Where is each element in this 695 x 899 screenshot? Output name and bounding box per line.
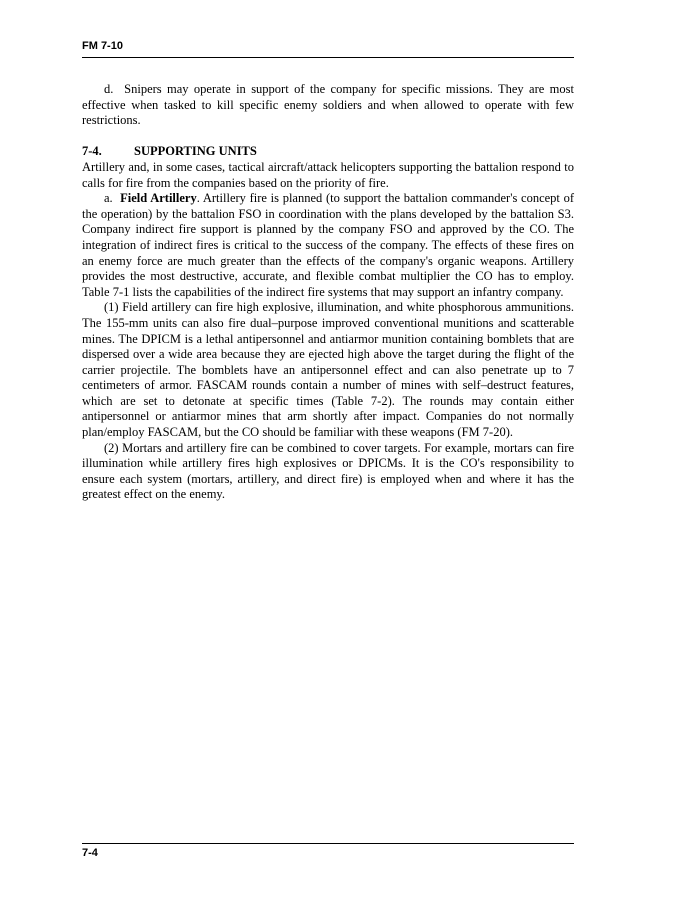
- paragraph-a: [82, 191, 574, 300]
- paragraph-2: (2) Mortars and artillery fire can be combined to cover targets. For example, mortars can fire illumination while artillery fires high explosives or DPICMs. It is the CO's responsibility to ensure each system (mortars, artillery, and direct fire) is employed when and where it has the greatest effect on the enemy.: [82, 440, 574, 502]
- paragraph-d: [82, 82, 574, 129]
- section-heading: [82, 144, 574, 160]
- paragraph-d-text: Snipers may operate in support of the company for specific missions. They are most effective when tasked to kill specific enemy soldiers and when allowed to operate with few restrictions.: [82, 82, 574, 128]
- header-rule: [82, 57, 574, 58]
- paragraph-1: (1) Field artillery can fire high explosive, illumination, and white phosphorous ammunitions. The 155-mm units can also fire dual–purpose improved conventional munitions and scatterable mines. The DPICM is a lethal antipersonnel and antiarmor munition containing bomblets that are dispersed over a wide area because they are ejected high above the target during the flight of the carrier projectile. The bomblets have an antipersonnel effect and can also penetrate up to 7 centimeters of armor. FASCAM rounds contain a number of mines with self–destruct features, which are set to detonate at specific times (Table 7-2). The rounds may contain either antipersonnel or antiarmor mines that arm shortly after impact. Companies do not normally plan/employ FASCAM, but the CO should be familiar with these weapons (FM 7-20).: [82, 300, 574, 440]
- footer-rule: [82, 843, 574, 844]
- section-number: 7-4.: [82, 144, 102, 159]
- page-number: 7-4: [82, 847, 98, 859]
- paragraph-a-title: Field Artillery: [120, 191, 197, 206]
- paragraph-a-label: a.: [104, 191, 113, 206]
- page-body: [82, 82, 574, 503]
- running-header: FM 7-10: [82, 40, 123, 52]
- section-title: SUPPORTING UNITS: [134, 144, 257, 159]
- section-intro: Artillery and, in some cases, tactical aircraft/attack helicopters supporting the battalion respond to calls for fire from the companies based on the priority of fire.: [82, 159, 574, 190]
- paragraph-a-text: . Artillery fire is planned (to support the battalion commander's concept of the operation) by the battalion FSO in coordination with the plans developed by the battalion S3. Company indirect fire support is planned by the company FSO and approved by the CO. The integration of indirect fires is critical to the success of the company. The effects of these fires on an enemy force are much greater than the effects of the company's organic weapons. Artillery provides the most destructive, accurate, and flexible combat multiplier the CO has to employ. Table 7-1 lists the capabilities of the indirect fire systems that may support an infantry company.: [82, 191, 575, 299]
- paragraph-d-label: d.: [104, 82, 114, 96]
